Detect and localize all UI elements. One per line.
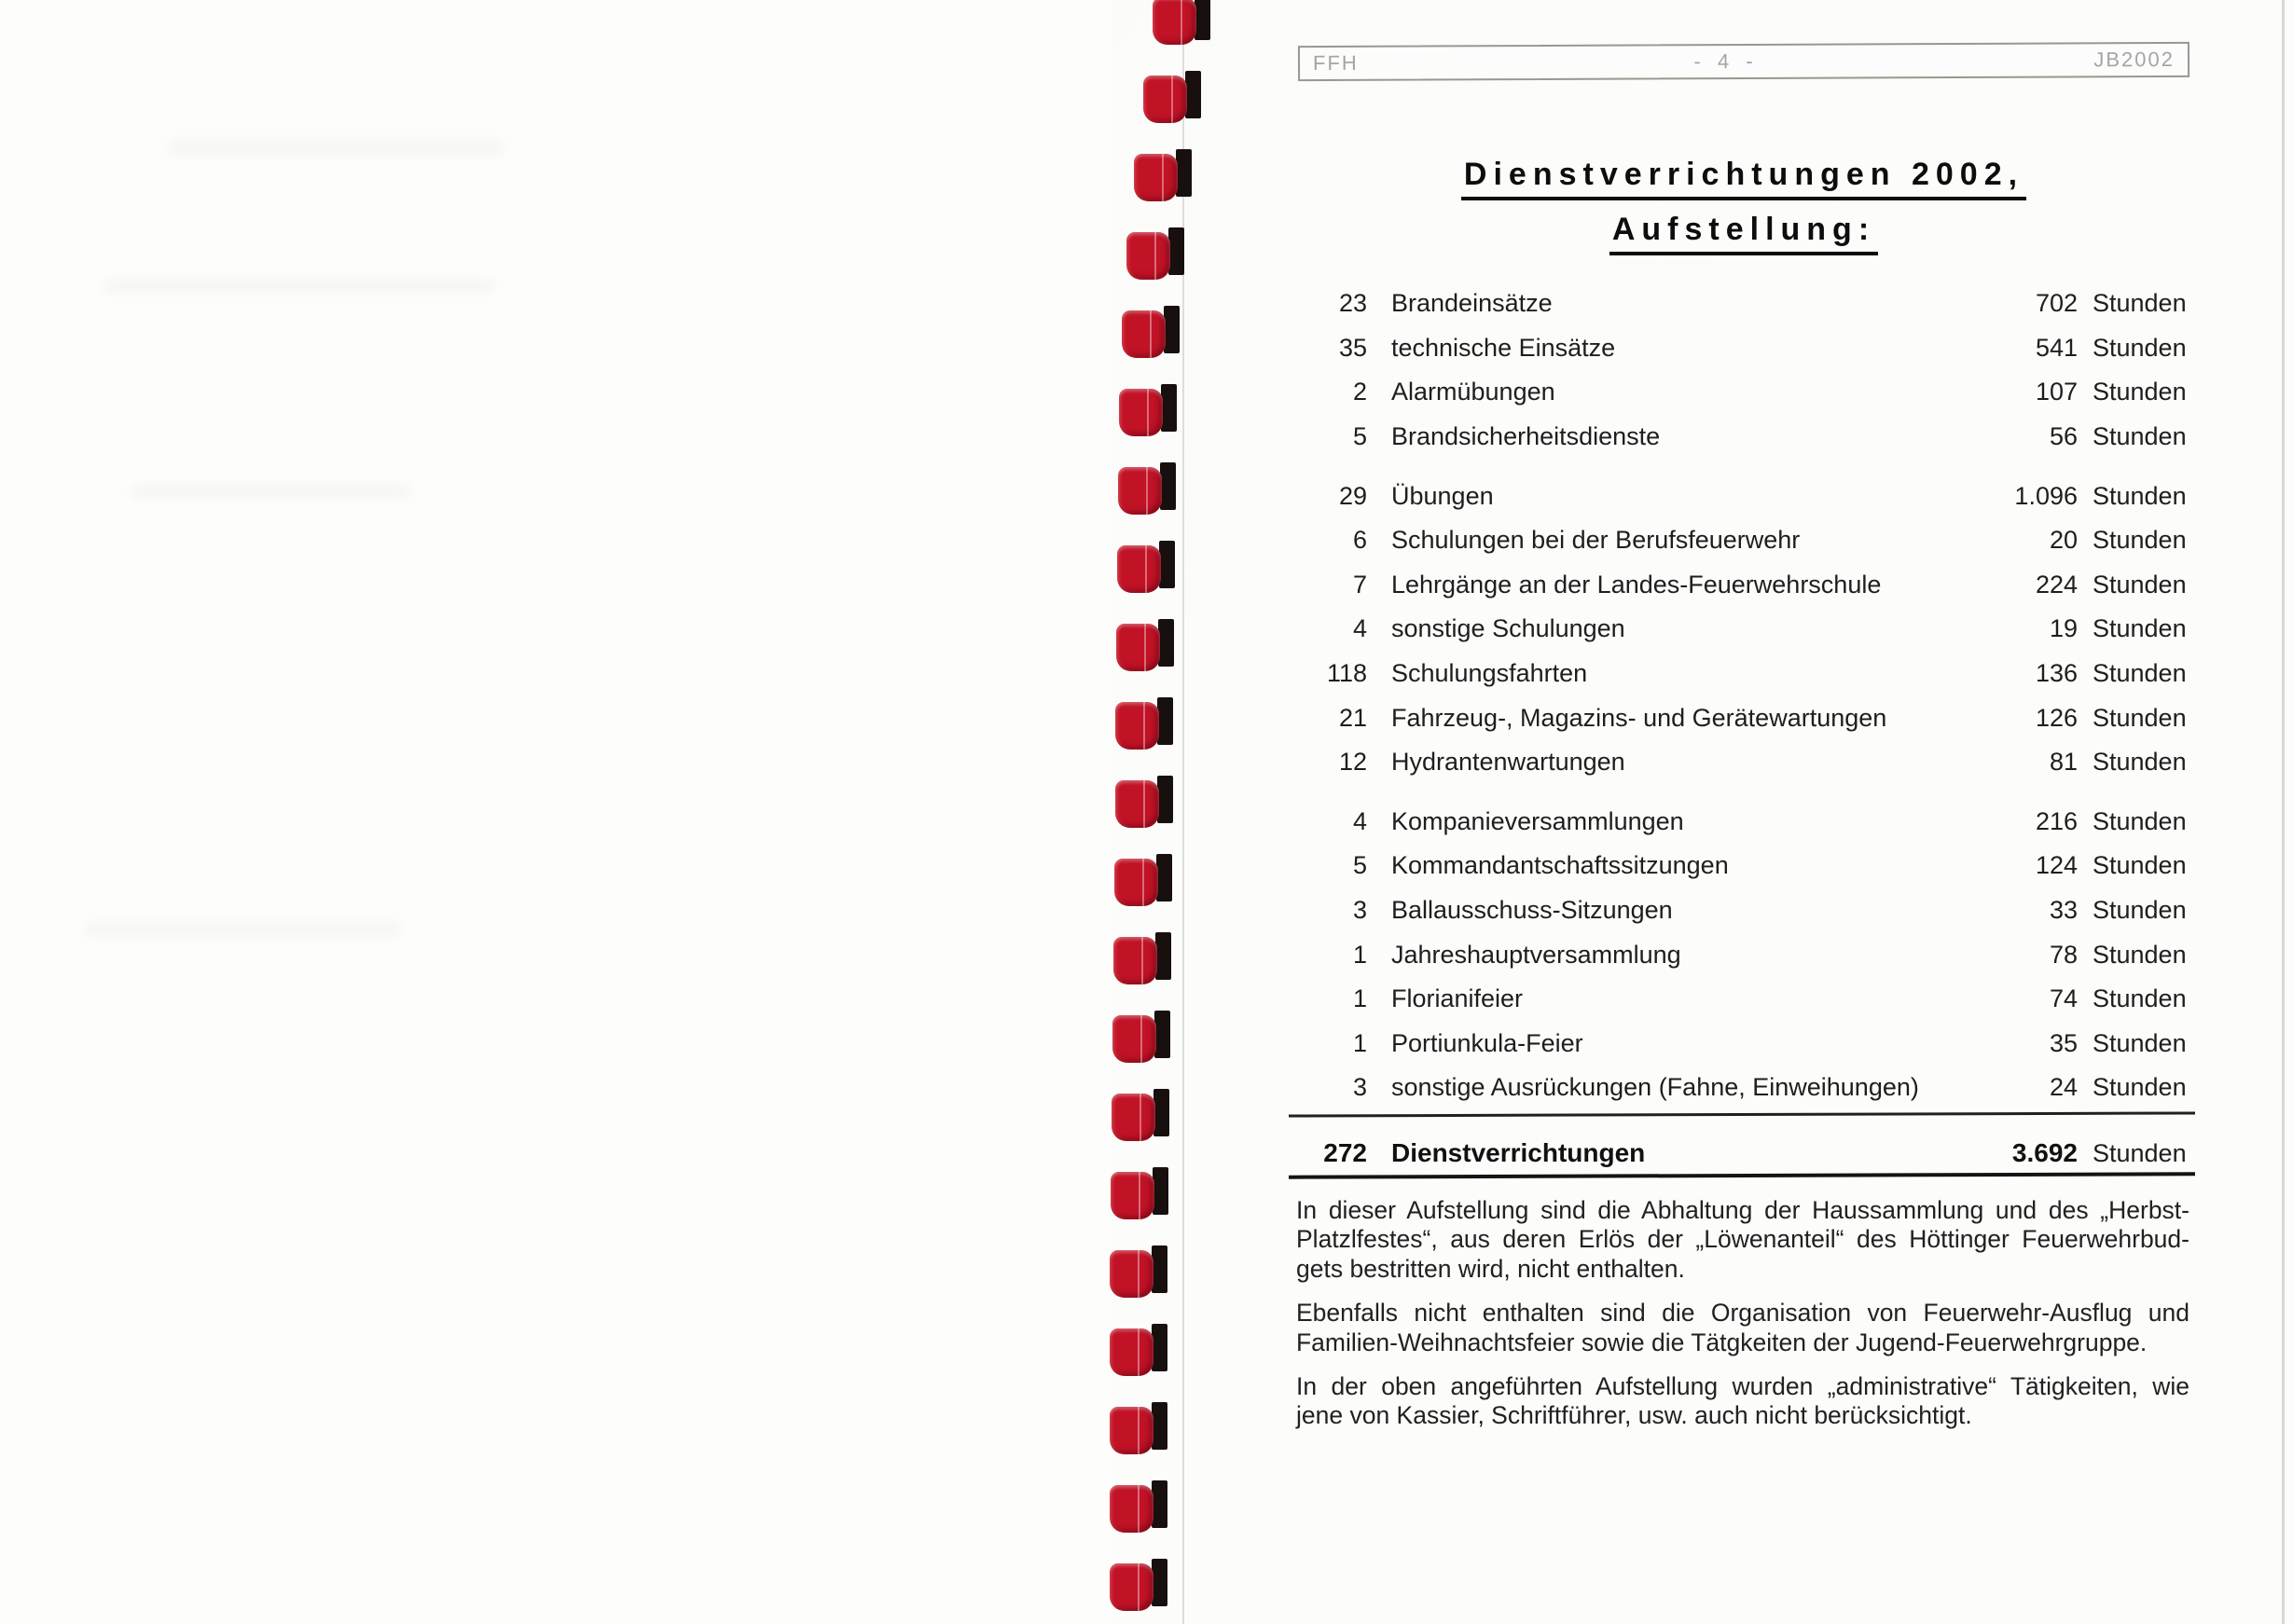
coil-hole-shadow	[1195, 0, 1210, 40]
ghost-smudge	[84, 923, 401, 936]
service-row	[1296, 740, 2191, 785]
coil-red-ring	[1110, 1328, 1153, 1376]
coil-red-ring	[1112, 1015, 1156, 1063]
service-row	[1296, 415, 2191, 460]
coil-red-ring	[1110, 1407, 1153, 1454]
service-label: Alarmübungen	[1391, 378, 1555, 406]
binding-coil	[1115, 776, 1175, 830]
service-unit: Stunden	[2093, 570, 2187, 599]
binding-coil	[1112, 1089, 1171, 1143]
service-hours: 541	[2035, 333, 2078, 362]
coil-red-ring	[1134, 154, 1178, 201]
note-paragraph	[1296, 1196, 2189, 1284]
coil-hole-shadow	[1152, 1402, 1167, 1450]
service-unit: Stunden	[2093, 896, 2187, 925]
service-row	[1296, 977, 2191, 1022]
service-label: Portiunkula-Feier	[1391, 1028, 1583, 1057]
service-hours: 20	[2049, 526, 2078, 555]
note-line: jene von Kassier, Schriftführer, usw. auch nicht berücksichtigt.	[1296, 1401, 1972, 1430]
note-line: Familien-Weihnachtsfeier sowie die Tätgkeiten der Jugend-Feuerwehrgruppe.	[1296, 1328, 2148, 1356]
binding-coil	[1134, 149, 1194, 203]
service-row	[1296, 563, 2191, 608]
coil-highlight	[1150, 310, 1152, 358]
note-paragraph	[1296, 1372, 2189, 1431]
coil-hole-shadow	[1160, 462, 1176, 510]
coil-red-ring	[1114, 859, 1158, 906]
total-count: 272	[1323, 1138, 1367, 1167]
coil-highlight	[1140, 1015, 1142, 1063]
total-hours: 3.692	[2011, 1138, 2078, 1167]
binding-coil	[1115, 697, 1175, 751]
service-count: 23	[1338, 289, 1367, 318]
service-hours: 35	[2049, 1028, 2078, 1057]
coil-hole-shadow	[1159, 541, 1175, 588]
service-row	[1296, 800, 2191, 845]
coil-red-ring	[1126, 232, 1170, 280]
coil-highlight	[1171, 76, 1173, 123]
coil-highlight	[1138, 1328, 1140, 1376]
coil-highlight	[1143, 780, 1145, 828]
coil-highlight	[1139, 1172, 1140, 1219]
service-unit: Stunden	[2093, 1073, 2187, 1102]
coil-red-ring	[1111, 1172, 1154, 1219]
coil-highlight	[1145, 545, 1147, 593]
coil-highlight	[1142, 859, 1144, 906]
service-row	[1296, 652, 2191, 696]
total-unit: Stunden	[2093, 1138, 2187, 1167]
service-unit: Stunden	[2093, 1028, 2187, 1057]
coil-red-ring	[1113, 937, 1157, 984]
coil-hole-shadow	[1152, 1246, 1167, 1293]
ghost-smudge	[131, 485, 410, 498]
service-unit: Stunden	[2093, 614, 2187, 643]
service-count: 3	[1352, 1073, 1367, 1102]
coil-red-ring	[1112, 1094, 1155, 1141]
service-row	[1296, 474, 2191, 518]
coil-hole-shadow	[1157, 697, 1173, 745]
binding-coil	[1126, 227, 1186, 282]
binding-coil	[1110, 1402, 1169, 1456]
service-unit: Stunden	[2093, 526, 2187, 555]
service-hours: 136	[2035, 659, 2078, 688]
service-label: Lehrgänge an der Landes-Feuerwehrschule	[1391, 570, 1882, 599]
binding-coil	[1110, 1559, 1169, 1613]
service-label: Florianifeier	[1391, 984, 1524, 1013]
coil-red-ring	[1116, 624, 1160, 671]
header-report-code: JB2002	[2093, 47, 2176, 72]
coil-highlight	[1138, 1250, 1140, 1298]
coil-highlight	[1140, 1094, 1141, 1141]
service-label: Schulungsfahrten	[1391, 659, 1588, 688]
service-count: 12	[1338, 748, 1367, 777]
service-hours: 126	[2035, 703, 2078, 732]
services-total-row	[1296, 1132, 2191, 1175]
service-label: Schulungen bei der Berufsfeuerwehr	[1391, 526, 1801, 555]
coil-highlight	[1141, 937, 1143, 984]
service-row	[1296, 518, 2191, 563]
coil-hole-shadow	[1161, 384, 1177, 432]
coil-red-ring	[1110, 1485, 1153, 1533]
service-label: Übungen	[1391, 481, 1494, 510]
service-count: 1	[1352, 984, 1367, 1013]
service-hours: 33	[2049, 896, 2078, 925]
coil-red-ring	[1110, 1250, 1153, 1298]
coil-hole-shadow	[1158, 619, 1174, 667]
service-unit: Stunden	[2093, 333, 2187, 362]
service-row	[1296, 695, 2191, 740]
service-count: 5	[1352, 851, 1367, 880]
coil-highlight	[1138, 1485, 1140, 1533]
service-count: 118	[1326, 659, 1367, 688]
total-label: Dienstverrichtungen	[1391, 1138, 1646, 1167]
note-line: In dieser Aufstellung sind die Abhaltung der Haussammlung und des „Herbst-	[1296, 1196, 2189, 1224]
divider-rule-thin	[1289, 1111, 2195, 1117]
service-unit: Stunden	[2093, 378, 2187, 406]
service-label: Brandeinsätze	[1391, 289, 1553, 318]
coil-highlight	[1154, 232, 1156, 280]
note-line: Ebenfalls nicht enthalten sind die Organisation von Feuerwehr-Ausflug und	[1296, 1299, 2189, 1328]
service-hours: 81	[2049, 748, 2078, 777]
note-line: gets bestritten wird, nicht enthalten.	[1296, 1254, 1685, 1283]
coil-red-ring	[1143, 76, 1187, 123]
header-doc-code: FFH	[1312, 50, 1359, 76]
coil-red-ring	[1122, 310, 1166, 358]
binding-coil	[1118, 462, 1178, 516]
service-row	[1296, 607, 2191, 652]
service-hours: 78	[2049, 940, 2078, 969]
service-label: sonstige Ausrückungen (Fahne, Einweihungen)	[1391, 1073, 1919, 1102]
service-hours: 702	[2035, 289, 2078, 318]
binding-coil	[1112, 1011, 1172, 1065]
binding-coil	[1117, 541, 1177, 595]
service-count: 6	[1352, 526, 1367, 555]
service-label: technische Einsätze	[1391, 333, 1616, 362]
service-count: 29	[1338, 481, 1367, 510]
service-count: 21	[1338, 703, 1367, 732]
service-count: 5	[1352, 422, 1367, 451]
coil-hole-shadow	[1152, 1324, 1167, 1371]
service-count: 35	[1338, 333, 1367, 362]
service-count: 1	[1352, 940, 1367, 969]
coil-red-ring	[1117, 545, 1161, 593]
service-count: 4	[1352, 806, 1367, 835]
coil-highlight	[1147, 389, 1149, 436]
coil-hole-shadow	[1185, 71, 1201, 118]
binding-coil	[1119, 384, 1179, 438]
service-label: Kompanieversammlungen	[1391, 806, 1684, 835]
service-unit: Stunden	[2093, 422, 2187, 451]
service-row	[1296, 370, 2191, 415]
service-hours: 74	[2049, 984, 2078, 1013]
service-hours: 216	[2035, 806, 2078, 835]
coil-hole-shadow	[1153, 1089, 1169, 1136]
binding-coil	[1110, 1246, 1169, 1300]
scan-edge-line	[2282, 0, 2285, 1624]
coil-hole-shadow	[1153, 1167, 1168, 1215]
service-row	[1296, 844, 2191, 888]
coil-red-ring	[1115, 702, 1159, 750]
service-unit: Stunden	[2093, 851, 2187, 880]
service-count: 2	[1352, 378, 1367, 406]
ghost-smudge	[103, 280, 494, 293]
service-hours: 19	[2049, 614, 2078, 643]
service-label: Kommandantschaftssitzungen	[1391, 851, 1729, 880]
service-label: Fahrzeug-, Magazins- und Gerätewartungen	[1391, 703, 1887, 732]
coil-hole-shadow	[1156, 854, 1172, 901]
service-count: 7	[1352, 570, 1367, 599]
service-unit: Stunden	[2093, 703, 2187, 732]
coil-highlight	[1143, 702, 1145, 750]
binding-coil	[1143, 71, 1203, 125]
coil-highlight	[1138, 1407, 1140, 1454]
coil-highlight	[1162, 154, 1164, 201]
service-hours: 124	[2035, 851, 2078, 880]
service-hours: 24	[2049, 1073, 2078, 1102]
service-unit: Stunden	[2093, 748, 2187, 777]
binding-coil	[1113, 932, 1173, 986]
title-line-1: Dienstverrichtungen 2002,	[1461, 157, 2026, 200]
note-paragraph	[1296, 1299, 2189, 1357]
service-row	[1296, 1022, 2191, 1067]
binding-coil	[1122, 306, 1181, 360]
service-hours: 107	[2035, 378, 2078, 406]
service-hours: 56	[2049, 422, 2078, 451]
service-unit: Stunden	[2093, 806, 2187, 835]
coil-highlight	[1144, 624, 1146, 671]
coil-red-ring	[1119, 389, 1163, 436]
note-line: Platzlfestes“, aus deren Erlös der „Löwenanteil“ des Höttinger Feuerwehrbud-	[1296, 1225, 2189, 1254]
binding-coil	[1114, 854, 1174, 908]
service-unit: Stunden	[2093, 940, 2187, 969]
ghost-smudge	[168, 140, 504, 155]
service-hours: 224	[2035, 570, 2078, 599]
service-row	[1296, 932, 2191, 977]
coil-hole-shadow	[1164, 306, 1180, 353]
coil-hole-shadow	[1152, 1480, 1167, 1528]
footnotes	[1296, 1196, 2189, 1446]
service-unit: Stunden	[2093, 289, 2187, 318]
service-unit: Stunden	[2093, 984, 2187, 1013]
service-unit: Stunden	[2093, 481, 2187, 510]
binding-coil	[1110, 1324, 1169, 1378]
coil-hole-shadow	[1152, 1559, 1167, 1606]
document-title	[1296, 157, 2191, 255]
service-unit: Stunden	[2093, 659, 2187, 688]
binding-coil	[1110, 1480, 1169, 1535]
service-label: sonstige Schulungen	[1391, 614, 1625, 643]
service-row	[1296, 888, 2191, 933]
left-page	[0, 0, 1112, 1624]
coil-highlight	[1146, 467, 1148, 515]
service-label: Ballausschuss-Sitzungen	[1391, 896, 1673, 925]
coil-red-ring	[1115, 780, 1159, 828]
service-row	[1296, 282, 2191, 326]
coil-red-ring	[1110, 1563, 1153, 1611]
coil-hole-shadow	[1157, 776, 1173, 823]
service-label: Jahreshauptversammlung	[1391, 940, 1681, 969]
service-row	[1296, 326, 2191, 371]
service-count: 4	[1352, 614, 1367, 643]
coil-hole-shadow	[1154, 1011, 1170, 1058]
service-label: Hydrantenwartungen	[1391, 748, 1625, 777]
service-hours: 1.096	[2014, 481, 2078, 510]
page-edge-line	[1182, 0, 1184, 1624]
coil-highlight	[1138, 1563, 1140, 1611]
page-header-box	[1298, 42, 2189, 81]
service-count: 1	[1352, 1028, 1367, 1057]
binding-coil	[1111, 1167, 1170, 1221]
service-row	[1296, 1066, 2191, 1110]
service-label: Brandsicherheitsdienste	[1391, 422, 1661, 451]
service-count: 3	[1352, 896, 1367, 925]
coil-red-ring	[1153, 0, 1196, 45]
coil-hole-shadow	[1155, 932, 1171, 980]
note-line: In der oben angeführten Aufstellung wurden „administrative“ Tätigkeiten, wie	[1296, 1372, 2189, 1401]
services-table	[1296, 282, 2191, 1110]
header-page-number: - 4 -	[1693, 48, 1759, 74]
binding-coil	[1116, 619, 1176, 673]
title-line-2: Aufstellung:	[1609, 212, 1878, 255]
coil-red-ring	[1118, 467, 1162, 515]
